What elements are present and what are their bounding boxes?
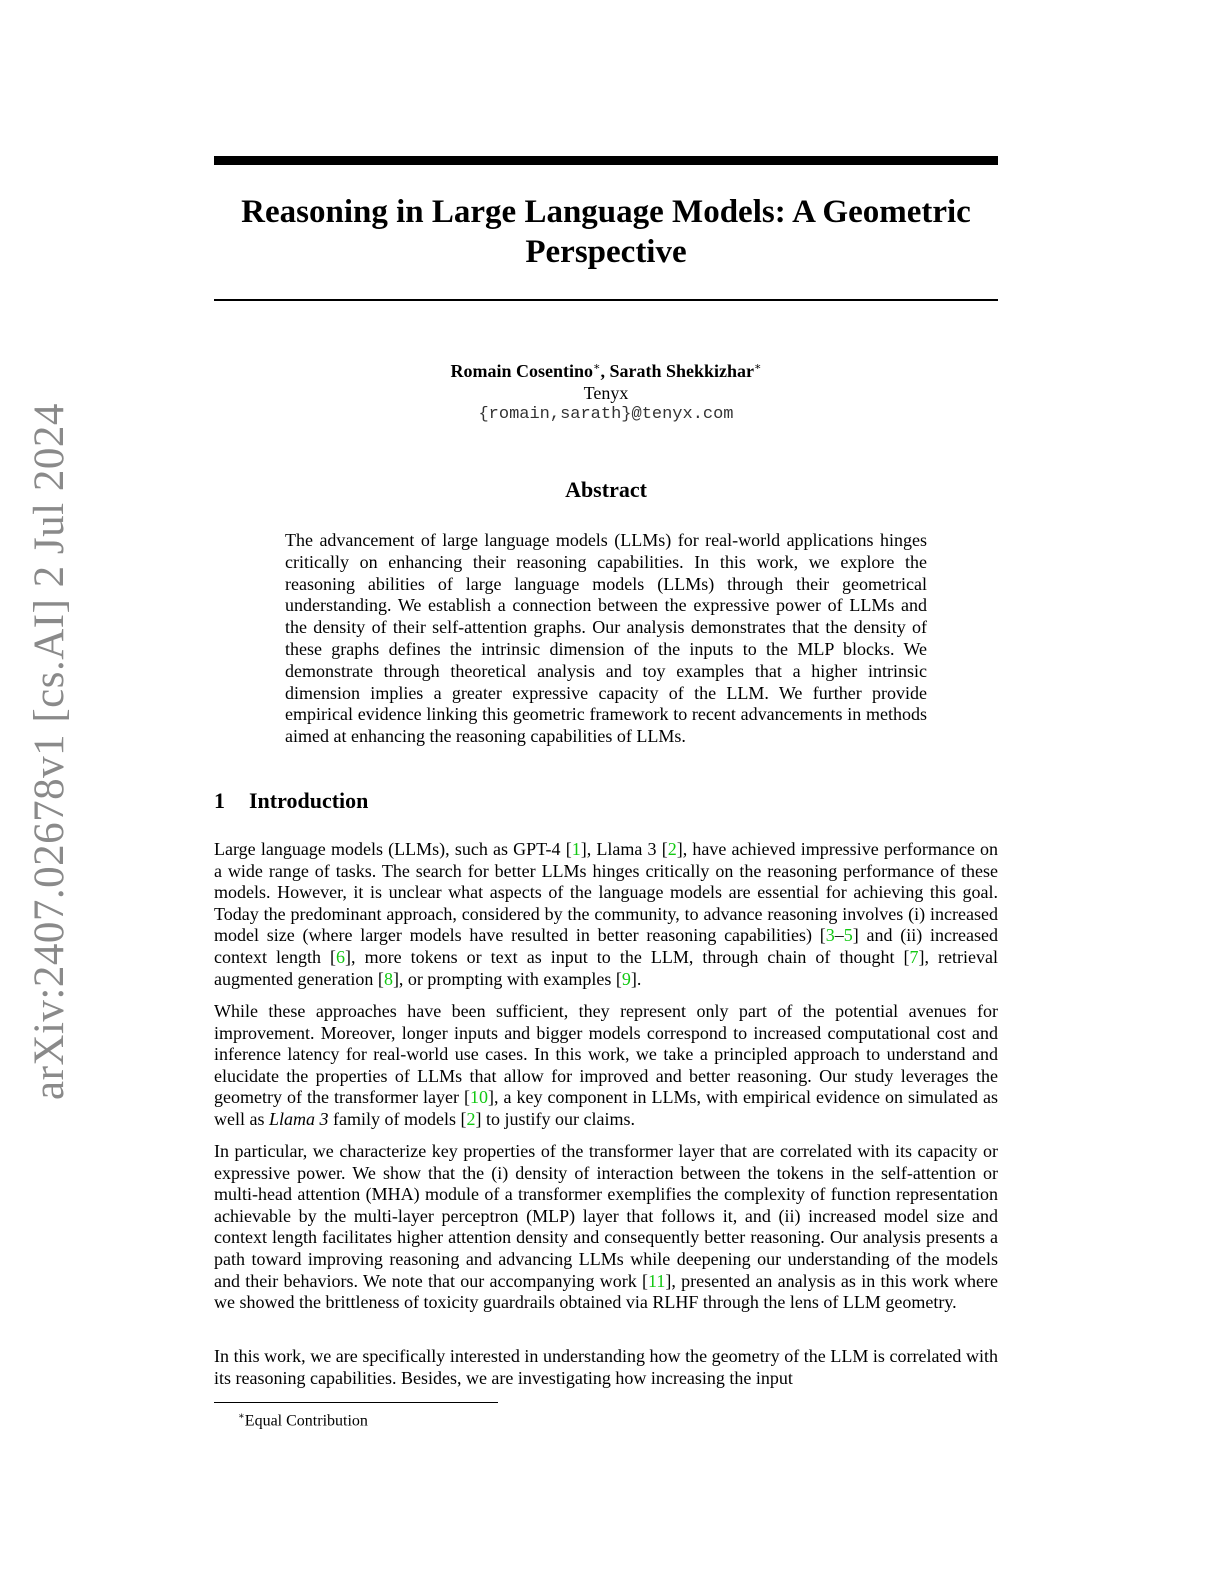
intro-paragraph: In particular, we characterize key properties of the transformer layer that are correlated with its capacity or expressive power. We show that the (i) density of interaction between the tokens in the self-attention or multi-head attention (MHA) module of a transformer exemplifies the complexity of function representation achievable by the multi-layer perceptron (MLP) layer that follows it, and (ii) increased model size and context length facilitates higher attention density and consequently better reasoning. Our analysis presents a path toward improving reasoning and advancing LLMs while deepening our understanding of the models and their behaviors. We note that our accompanying work [11], presented an analysis as in this work where we showed the brittleness of toxicity guardrails obtained via RLHF through the lens of LLM geometry. — [214, 1141, 998, 1313]
footnote — [238, 1407, 368, 1431]
footnote-rule — [214, 1402, 498, 1403]
equal-contribution-mark: ∗ — [754, 361, 762, 373]
emphasized-text: Llama 3 — [268, 1108, 329, 1129]
paper-title: Reasoning in Large Language Models: A Geometric Perspective — [241, 194, 971, 270]
section-number: 1 — [214, 788, 225, 813]
citation-link[interactable]: 1 — [571, 839, 581, 859]
citation-link[interactable]: 10 — [469, 1087, 488, 1108]
intro-paragraph: Large language models (LLMs), such as GPT-4 [1], Llama 3 [2], have achieved impressive performance on a wide range of tasks. The search for better LLMs hinges critically on the reasoning performance of these models. However, it is unclear what aspects of the language models are essential for achieving this goal. Today the predominant approach, considered by the community, to advance reasoning involves (i) increased model size (where larger models have resulted in better reasoning capabilities) [3–5] and (ii) increased context length [6], more tokens or text as input to the LLM, through chain of thought [7], retrieval augmented generation [8], or prompting with examples [9]. — [214, 839, 999, 989]
arxiv-identifier-stamp: arXiv:2407.02678v1 [cs.AI] 2 Jul 2024 — [26, 403, 73, 1100]
citation-link[interactable]: 3 — [825, 925, 835, 946]
footnote-text: Equal Contribution — [244, 1412, 368, 1430]
author-name: Romain Cosentino — [450, 361, 593, 381]
citation-link[interactable]: 7 — [909, 946, 919, 967]
intro-paragraph: While these approaches have been sufficient, they represent only part of the potential avenues for improvement. Moreover, longer inputs and bigger models correspond to increased computational cost and inference latency for real-world use cases. In this work, we take a principled approach to understand and elucidate the properties of LLMs that allow for improved and better reasoning. Our study leverages the geometry of the transformer layer [10], a key component in LLMs, with empirical evidence on simulated as well as Llama 3 family of models [2] to justify our claims. — [214, 1001, 998, 1129]
author-email: {romain,sarath}@tenyx.com — [478, 405, 734, 424]
citation-link[interactable]: 5 — [843, 925, 853, 946]
footnote-mark: ∗ — [238, 1411, 245, 1422]
citation-link[interactable]: 6 — [336, 946, 346, 967]
equal-contribution-mark: ∗ — [593, 361, 601, 373]
author-name: Sarath Shekkizhar — [609, 361, 755, 381]
author-affiliation: Tenyx — [583, 383, 629, 403]
abstract-heading: Abstract — [565, 477, 647, 502]
author-separator: , — [600, 361, 610, 381]
citation-link[interactable]: 8 — [383, 968, 393, 989]
citation-link[interactable]: 11 — [648, 1270, 666, 1291]
citation-link[interactable]: 2 — [466, 1108, 476, 1129]
title-top-rule — [214, 156, 998, 165]
author-block — [214, 356, 998, 426]
author-names — [214, 356, 998, 382]
citation-link[interactable]: 2 — [667, 839, 677, 859]
citation-link[interactable]: 9 — [621, 968, 631, 989]
section-title: Introduction — [249, 788, 369, 813]
title-bottom-rule — [214, 299, 998, 301]
intro-paragraph: In this work, we are specifically interested in understanding how the geometry of the LLM is correlated with its reasoning capabilities. Besides, we are investigating how increasing the input — [214, 1346, 998, 1388]
section-heading — [214, 788, 998, 814]
abstract-text: The advancement of large language models (LLMs) for real-world applications hinges critically on enhancing their reasoning capabilities. In this work, we explore the reasoning abilities of large language models (LLMs) through their geometrical understanding. We establish a connection between the expressive power of LLMs and the density of their self-attention graphs. Our analysis demonstrates that the density of these graphs defines the intrinsic dimension of the inputs to the MLP blocks. We demonstrate through theoretical analysis and toy examples that a higher intrinsic dimension implies a greater expressive capacity of the LLM. We further provide empirical evidence linking this geometric framework to recent advancements in methods aimed at enhancing the reasoning capabilities of LLMs. — [285, 530, 927, 747]
